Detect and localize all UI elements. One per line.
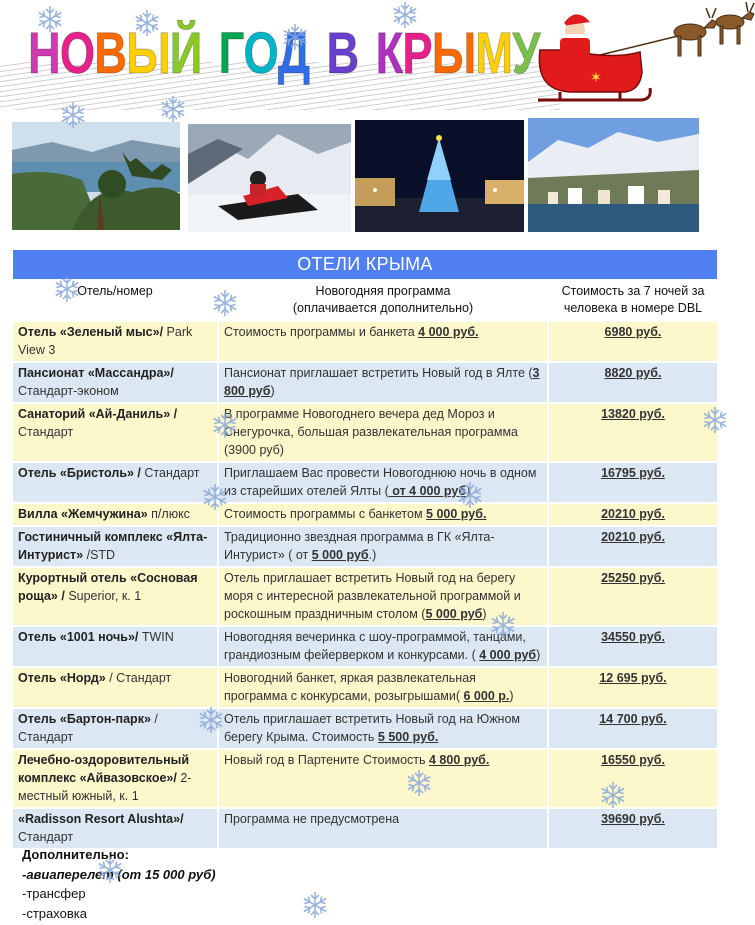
room-type: Стандарт-эконом: [18, 384, 119, 398]
hotel-name: Санаторий «Ай-Даниль» /: [18, 407, 178, 421]
hotels-table-section: [13, 250, 717, 850]
hotel-cell: [13, 463, 217, 502]
title-letter: Н: [28, 21, 60, 86]
program-text: Программа не предусмотрена: [224, 812, 400, 826]
snowflake-icon: [280, 22, 310, 52]
program-text: Традиционно звездная программа в ГК «Ялта-Интурист» ( от: [224, 530, 495, 562]
program-cell: [219, 404, 547, 461]
price-cell: [549, 709, 717, 748]
title-letter: В: [94, 21, 127, 86]
title-letter: У: [512, 21, 540, 86]
hotel-cell: [13, 709, 217, 748]
program-price-link[interactable]: 3 800 руб: [224, 366, 540, 398]
hotel-name: «Radisson Resort Alushta»/: [18, 812, 184, 826]
program-text: Отель приглашает встретить Новый год на берегу моря с интересной развлекательной программой и роскошным праздничным столом (: [224, 571, 521, 621]
hotel-cell: [13, 668, 217, 707]
price-link[interactable]: 14 700 руб.: [599, 712, 667, 726]
hotel-name: Лечебно-оздоровительный комплекс «Айвазовское»/: [18, 753, 190, 785]
room-type: Park View 3: [18, 325, 193, 357]
title-letter: Ы: [126, 21, 170, 86]
hotel-name: Вилла «Жемчужина»: [18, 507, 148, 521]
program-price-link[interactable]: 4 000 руб: [479, 648, 537, 662]
price-cell: [549, 750, 717, 807]
title-letter: Р: [402, 21, 432, 86]
price-cell: [549, 404, 717, 461]
program-price-link[interactable]: 5 000 руб.: [426, 507, 487, 521]
room-type: Стандарт: [144, 466, 200, 480]
price-cell: [549, 363, 717, 402]
snowflake-icon: [404, 768, 434, 798]
column-header-hotel: Отель/номер: [77, 284, 153, 298]
table-row: [13, 504, 717, 525]
table-row: [13, 404, 717, 461]
room-type: п/люкс: [151, 507, 190, 521]
price-link[interactable]: 20210 руб.: [601, 507, 665, 521]
hotel-name: Курортный отель «Сосновая роща» /: [18, 571, 198, 603]
title-letter: Ы: [431, 21, 476, 86]
price-cell: [549, 463, 717, 502]
snowflake-icon: [158, 94, 188, 124]
program-tail: ): [536, 648, 541, 662]
room-type: 2-местный южный, к. 1: [18, 771, 192, 803]
table-row: [13, 322, 717, 361]
price-link[interactable]: 34550 руб.: [601, 630, 665, 644]
room-type: Стандарт: [18, 425, 74, 439]
snowflake-icon: [196, 705, 226, 735]
program-tail: ): [509, 689, 514, 703]
price-link[interactable]: 16795 руб.: [601, 466, 665, 480]
program-price-link[interactable]: 5 500 руб.: [377, 730, 439, 744]
snowflake-icon: [210, 288, 240, 318]
price-cell: [549, 527, 717, 566]
room-type: TWIN: [141, 630, 174, 644]
program-cell: [219, 504, 547, 525]
program-cell: [219, 463, 547, 502]
title-letter: Г: [218, 21, 244, 86]
program-price-link[interactable]: 4 000 руб.: [418, 325, 479, 339]
program-text: Стоимость программы с банкетом: [224, 507, 427, 521]
table-row: [13, 463, 717, 502]
price-cell: [549, 568, 717, 625]
title-letter: В: [326, 21, 359, 86]
program-text: Новый год в Партените Стоимость: [224, 753, 429, 767]
program-price-link[interactable]: 5 000 руб: [311, 548, 369, 562]
table-row: [13, 527, 717, 566]
program-price-link[interactable]: 6 000 р.: [463, 689, 510, 703]
additional-insurance: -страховка: [22, 905, 87, 921]
coast-photo: [12, 122, 180, 230]
additional-airfare: -авиаперелет (от 15 000 руб): [22, 866, 216, 882]
header-banner: [0, 0, 755, 110]
hotel-cell: [13, 627, 217, 666]
program-tail: ): [466, 484, 471, 498]
price-cell: [549, 668, 717, 707]
table-row: [13, 809, 717, 848]
price-cell: [549, 322, 717, 361]
title-letter: О: [243, 21, 278, 86]
table-row: [13, 568, 717, 625]
price-link[interactable]: 13820 руб.: [601, 407, 665, 421]
snowflake-icon: [58, 100, 88, 130]
program-price-link[interactable]: 4 800 руб.: [429, 753, 490, 767]
price-cell: [549, 809, 717, 848]
price-link[interactable]: 39690 руб.: [601, 812, 665, 826]
additional-title: Дополнительно:: [22, 847, 129, 862]
snowflake-icon: [488, 610, 518, 640]
program-text: Приглашаем Вас провести Новогоднюю ночь в одном из старейших отелей Ялты (: [224, 466, 537, 498]
hotel-name: Отель «1001 ночь»/: [18, 630, 139, 644]
hotels-table: [11, 279, 719, 850]
snowflake-icon: [390, 0, 420, 30]
snowflake-icon: [598, 780, 628, 810]
table-row: [13, 363, 717, 402]
program-text: Новогодний банкет, яркая развлекательная программа с конкурсами, розыгрышами(: [224, 671, 476, 703]
title-letter: Д: [277, 21, 310, 86]
yalta-panorama-photo: [528, 118, 699, 232]
table-title: ОТЕЛИ КРЫМА: [13, 250, 717, 279]
program-cell: [219, 750, 547, 807]
hotel-cell: [13, 404, 217, 461]
price-link[interactable]: 8820 руб.: [604, 366, 662, 380]
snowflake-icon: [95, 855, 125, 885]
snowflake-icon: [210, 410, 240, 440]
hotel-name: Гостиничный комплекс «Ялта-Интурист»: [18, 530, 208, 562]
hotel-name: Отель «Бристоль» /: [18, 466, 141, 480]
hotel-cell: [13, 363, 217, 402]
santa-sleigh-icon: [530, 0, 755, 108]
photo-strip: [0, 118, 755, 238]
price-link[interactable]: 20210 руб.: [601, 530, 665, 544]
snowflake-icon: [455, 480, 485, 510]
price-link[interactable]: 6980 руб.: [604, 325, 662, 339]
snowflake-icon: [35, 4, 65, 34]
hotel-cell: [13, 504, 217, 525]
program-text: Новогодняя вечеринка с шоу-программой, танцами, грандиозным фейерверком и конкурсами. (: [224, 630, 526, 662]
room-type: Стандарт: [18, 830, 74, 844]
price-cell: [549, 504, 717, 525]
program-cell: [219, 527, 547, 566]
program-price-link[interactable]: от 4 000 руб: [388, 484, 467, 498]
title-letter: М: [475, 21, 513, 86]
program-cell: [219, 668, 547, 707]
svg-text:✶: ✶: [590, 70, 602, 86]
snowflake-icon: [200, 482, 230, 512]
snowflake-icon: [52, 274, 82, 304]
hotel-name: Отель «Бартон-парк»: [18, 712, 151, 726]
table-row: [13, 709, 717, 748]
title-letter: К: [375, 21, 403, 86]
column-header-program: Новогодняя программа (оплачивается дополнительно): [292, 284, 474, 315]
program-cell: [219, 322, 547, 361]
snowflake-icon: [700, 405, 730, 435]
snowflake-icon: [300, 890, 330, 920]
title-letter: О: [59, 21, 95, 86]
hotel-name: Отель «Зеленый мыс»/: [18, 325, 164, 339]
program-text: Пансионат приглашает встретить Новый год в Ялте (: [224, 366, 533, 380]
price-cell: [549, 627, 717, 666]
additional-transfer: -трансфер: [22, 886, 86, 901]
hotel-cell: [13, 750, 217, 807]
column-header-price: Стоимость за 7 ночей за человека в номере DBL: [561, 284, 705, 315]
hotel-name: Пансионат «Массандра»/: [18, 366, 174, 380]
table-header-row: [13, 281, 717, 320]
christmas-tree-photo: [355, 120, 524, 232]
room-type: Superior, к. 1: [68, 589, 142, 603]
program-cell: [219, 709, 547, 748]
program-tail: ): [270, 384, 275, 398]
room-type: / Стандарт: [18, 712, 158, 744]
title-letter: Й: [169, 21, 202, 86]
program-price-link[interactable]: 5 000 руб: [425, 607, 483, 621]
price-link[interactable]: 12 695 руб.: [599, 671, 667, 685]
hotel-cell: [13, 527, 217, 566]
price-link[interactable]: 16550 руб.: [601, 753, 665, 767]
hotel-name: Отель «Норд»: [18, 671, 106, 685]
hotel-cell: [13, 809, 217, 848]
room-type: /STD: [86, 548, 116, 562]
program-tail: .): [368, 548, 377, 562]
hotel-cell: [13, 322, 217, 361]
program-text: В программе Новогоднего вечера дед Мороз и Снегурочка, большая развлекательная программа (3900 руб): [224, 407, 519, 457]
snowflake-icon: [132, 8, 162, 38]
table-row: [13, 668, 717, 707]
price-link[interactable]: 25250 руб.: [601, 571, 665, 585]
program-cell: [219, 809, 547, 848]
program-tail: ): [482, 607, 487, 621]
program-cell: [219, 363, 547, 402]
table-row: [13, 627, 717, 666]
program-text: Стоимость программы и банкета: [224, 325, 419, 339]
room-type: / Стандарт: [109, 671, 172, 685]
program-text: Отель приглашает встретить Новый год на Южном берегу Крыма. Стоимость: [224, 712, 521, 744]
hotel-cell: [13, 568, 217, 625]
snowmobile-photo: [188, 124, 351, 232]
